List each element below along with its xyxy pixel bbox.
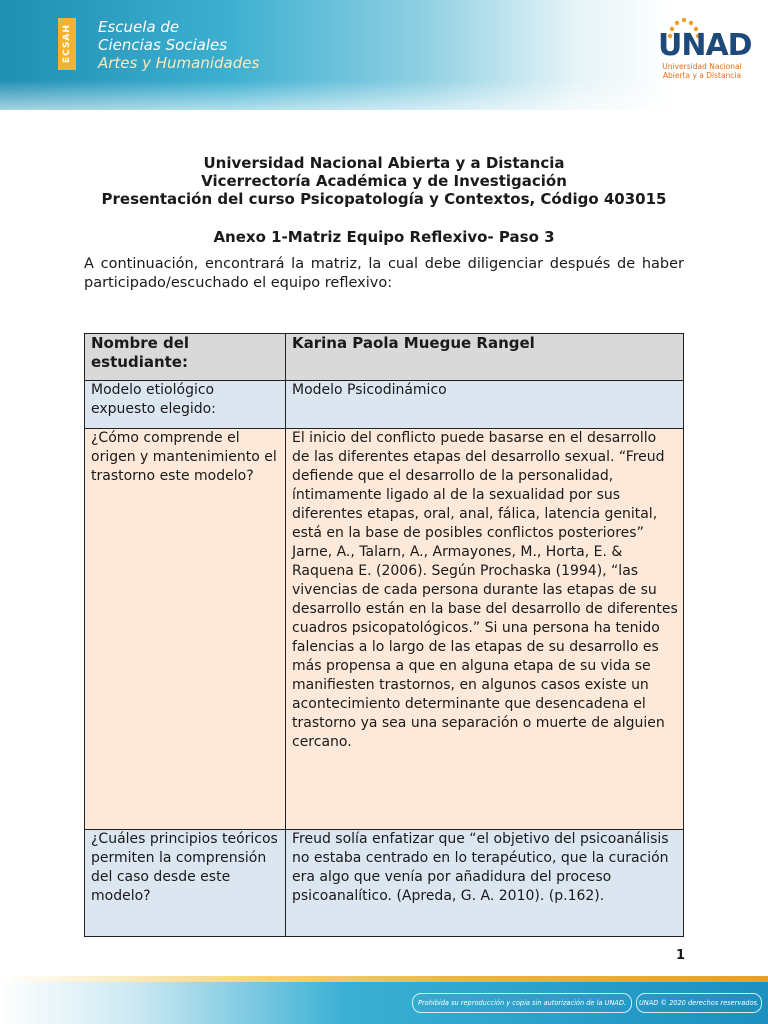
table-row [85, 334, 684, 381]
school-name [98, 18, 259, 72]
ecsah-badge: ECSAH [58, 18, 76, 70]
unad-sub-line-1: Universidad Nacional [662, 62, 742, 71]
row-label: Modelo etiológico expuesto elegido: [85, 381, 286, 429]
row-label: ¿Cuáles principios teóricos permiten la comprensión del caso desde este modelo? [85, 830, 286, 937]
table-row [85, 381, 684, 429]
title-university: Universidad Nacional Abierta y a Distancia [203, 154, 565, 172]
unad-subtitle [656, 62, 748, 80]
row-label: Nombre del estudiante: [85, 334, 286, 381]
row-value: El inicio del conflicto puede basarse en el desarrollo de las diferentes etapas del desarrollo sexual. “Freud defiende que el desarrollo de la personalidad, íntimamente ligado al de la sexualidad por sus diferentes etapas, oral, anal, fálica, latencia genital, está en la base de posibles conflictos posteriores” Jarne, A., Talarn, A., Armayones, M., Horta, E. & Raquena E. (2006). Según Prochaska (1994), “las vivencias de cada persona durante las etapas de su desarrollo están en la base del desarrollo de diferentes cuadros psicopatológicos.” Si una persona ha tenido falencias a lo largo de las etapas de su desarrollo es más propensa a que en alguna etapa de su vida se manifiesten trastornos, en algunos casos existe un acontecimiento determinante que desencadena el trastorno ya sea una separación o muerte de alguien cercano. [286, 429, 684, 830]
row-value: Freud solía enfatizar que “el objetivo del psicoanálisis no estaba centrado en lo terapéutico, que la curación era algo que venía por añadidura del proceso psicoanalítico. (Apreda, G. A. 2010). (p.162). [286, 830, 684, 937]
unad-sub-line-2: Abierta y a Distancia [662, 71, 742, 80]
page-number: 1 [676, 948, 686, 963]
footer-notice: Prohibida su reproducción y copia sin autorización de la UNAD. [412, 993, 632, 1013]
row-label: ¿Cómo comprende el origen y mantenimiento el trastorno este modelo? [85, 429, 286, 830]
school-line-1: Escuela de [98, 18, 180, 36]
row-value: Modelo Psicodinámico [286, 381, 684, 429]
intro-paragraph: A continuación, encontrará la matriz, la cual debe diligenciar después de haber participado/escuchado el equipo reflexivo: [84, 256, 684, 291]
table-row [85, 429, 684, 830]
title-vicerrectoria: Vicerrectoría Académica y de Investigación [201, 172, 567, 190]
table-row [85, 830, 684, 937]
title-course: Presentación del curso Psicopatología y Contextos, Código 403015 [101, 190, 667, 208]
reflexive-matrix-table [84, 333, 684, 937]
unad-wordmark: UNAD [658, 28, 752, 63]
header-fade [0, 80, 768, 130]
school-line-2: Ciencias Sociales [98, 36, 228, 54]
school-line-3: Artes y Humanidades [98, 54, 260, 72]
annex-title: Anexo 1-Matriz Equipo Reflexivo- Paso 3 [213, 228, 555, 246]
footer-copyright: UNAD © 2020 derechos reservados. [636, 993, 762, 1013]
row-value: Karina Paola Muegue Rangel [286, 334, 684, 381]
unad-logo [656, 14, 752, 84]
document-titles [0, 154, 768, 208]
